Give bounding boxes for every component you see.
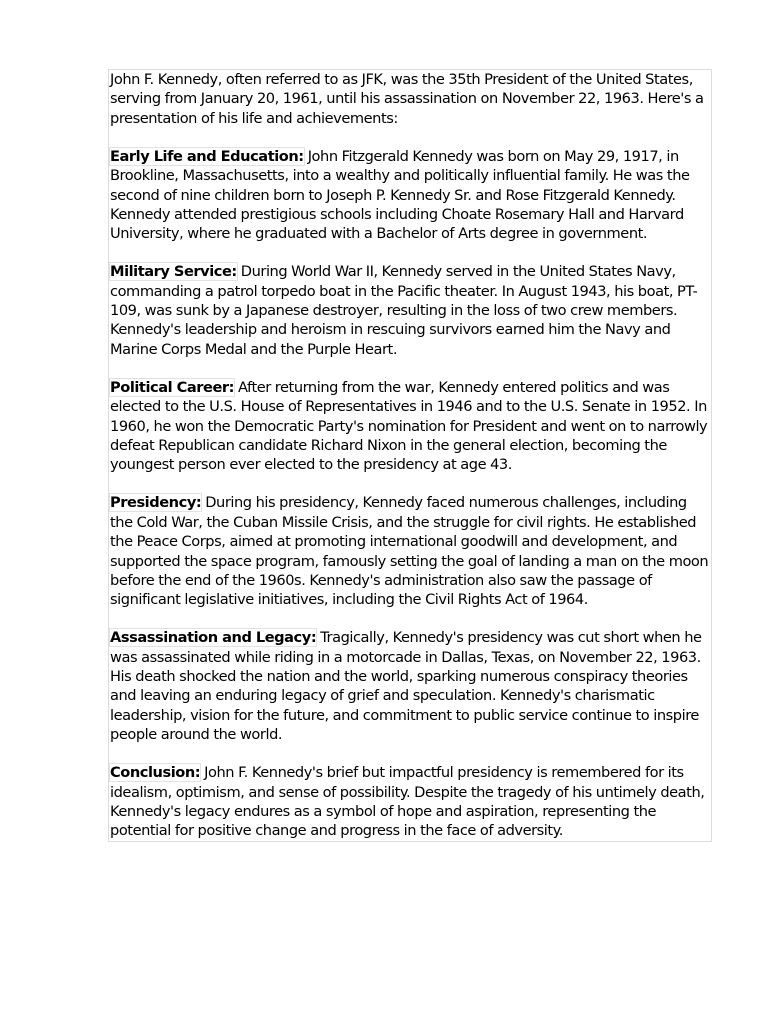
section-assassination-legacy	[110, 628, 710, 744]
section-early-life	[110, 147, 710, 244]
section-heading: Political Career:	[110, 378, 235, 396]
section-heading: Conclusion:	[110, 764, 201, 782]
section-heading: Assassination and Legacy:	[110, 629, 317, 647]
intro-paragraph: John F. Kennedy, often referred to as JFK, was the 35th President of the United States, serving from January 20, 1961, until his assassination on November 22, 1963. Here's a presentation of his life and achievements:	[110, 71, 704, 127]
section-body: John F. Kennedy's brief but impactful presidency is remembered for its idealism, optimism, and sense of possibility. Despite the tragedy of his untimely death, Kennedy's legacy endures as a symbol of hope and aspiration, representing the potential for positive change and progress in the face of adversity.	[110, 764, 705, 840]
section-body: John Fitzgerald Kennedy was born on May 29, 1917, in Brookline, Massachusetts, into a wealthy and politically influential family. He was the second of nine children born to Joseph P. Kennedy Sr. and Rose Fitzgerald Kennedy. Kennedy attended prestigious schools including Choate Rosemary Hall and Harvard University, where he graduated with a Bachelor of Arts degree in government.	[110, 147, 690, 243]
section-body: During World War II, Kennedy served in the United States Navy, commanding a patrol torpedo boat in the Pacific theater. In August 1943, his boat, PT-109, was sunk by a Japanese destroyer, resulting in the loss of two crew members. Kennedy's leadership and heroism in rescuing survivors earned him the Navy and Marine Corps Medal and the Purple Heart.	[110, 263, 698, 358]
section-body: Tragically, Kennedy's presidency was cut short when he was assassinated while riding in a motorcade in Dallas, Texas, on November 22, 1963. His death shocked the nation and the world, sparking numerous conspiracy theories and leaving an enduring legacy of grief and speculation. Kennedy's charismatic leadership, vision for the future, and commitment to public service continue to inspire people around the world.	[110, 629, 702, 744]
section-body: During his presidency, Kennedy faced numerous challenges, including the Cold War, the Cuban Missile Crisis, and the struggle for civil rights. He established the Peace Corps, aimed at promoting international goodwill and development, and supported the space program, famously setting the goal of landing a man on the moon before the end of the 1960s. Kennedy's administration also saw the passage of significant legislative initiatives, including the Civil Rights Act of 1964.	[110, 494, 709, 609]
document-text-box	[108, 69, 712, 842]
section-conclusion	[110, 763, 710, 841]
section-heading: Early Life and Education:	[110, 147, 304, 165]
section-body: After returning from the war, Kennedy entered politics and was elected to the U.S. House of Representatives in 1946 and to the U.S. Senate in 1952. In 1960, he won the Democratic Party's nomination for President and went on to narrowly defeat Republican candidate Richard Nixon in the general election, becoming the youngest person ever elected to the presidency at age 43.	[110, 378, 708, 474]
section-military-service	[110, 262, 710, 359]
section-political-career	[110, 378, 710, 475]
section-presidency	[110, 493, 710, 609]
section-heading: Military Service:	[110, 263, 237, 281]
section-heading: Presidency:	[110, 494, 202, 512]
